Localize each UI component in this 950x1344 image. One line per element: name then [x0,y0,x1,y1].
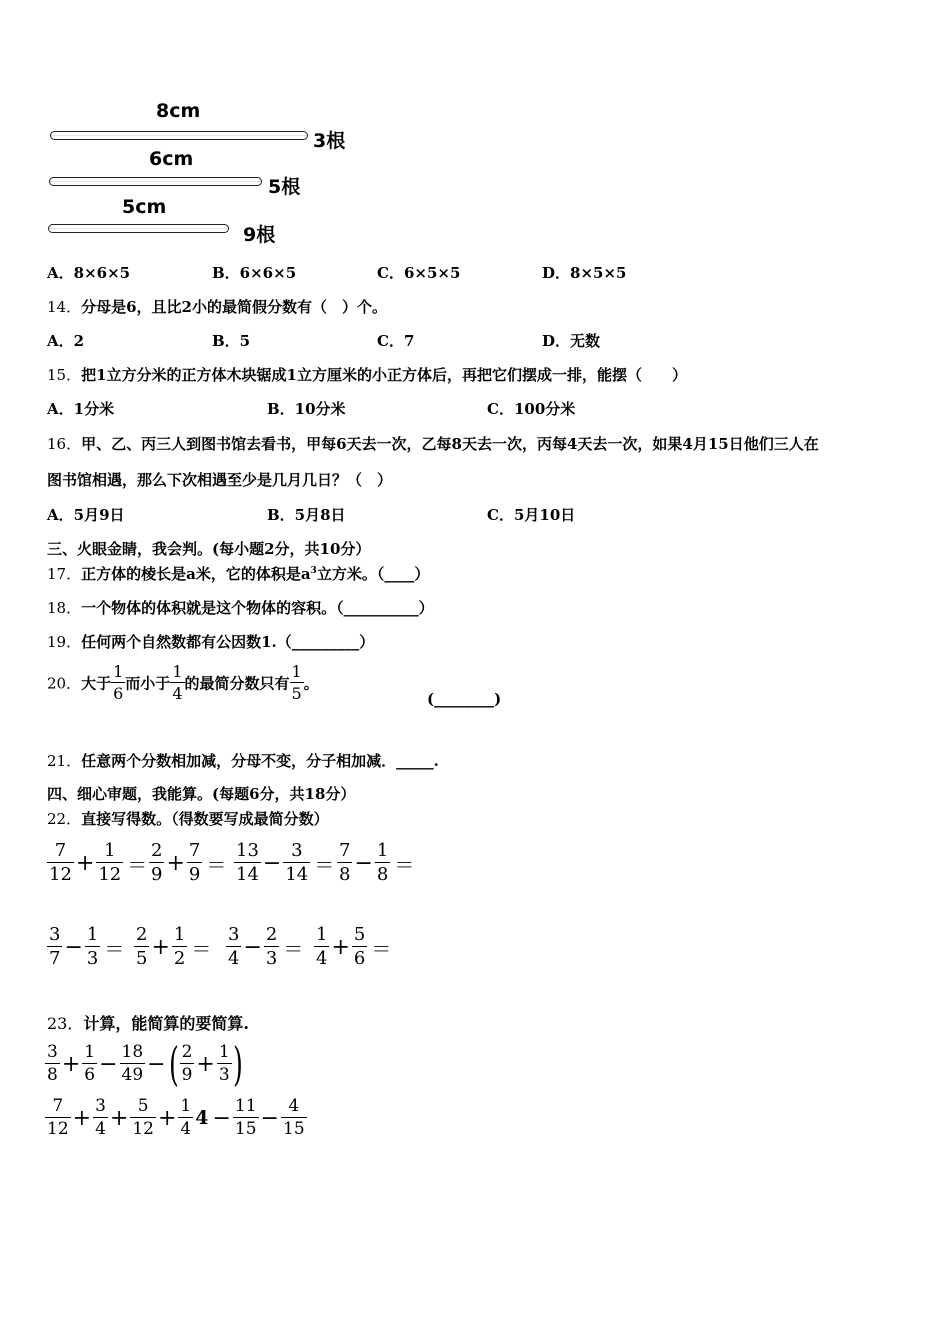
numerator: 18 [121,1042,144,1062]
q22-item-6[interactable] [134,926,211,968]
fraction [130,1098,156,1138]
denominator: 3 [86,948,99,969]
fraction [234,842,261,884]
numerator: 1 [84,1042,96,1062]
denominator: 8 [339,864,351,885]
numerator: 1 [86,924,99,945]
fraction [180,1044,195,1084]
q13-option-c[interactable]: C．6×5×5 [377,264,461,282]
fraction [47,842,74,884]
q16-question-line1 [47,433,819,454]
operator: − [262,850,282,876]
denominator: 12 [98,864,122,885]
fraction [352,926,367,968]
numerator: 13 [236,840,259,861]
right-parenthesis: ) [232,1037,243,1091]
numerator: 1 [180,1096,192,1116]
fraction [134,926,149,968]
denominator: 14 [236,864,259,885]
section-4-heading: 四、细心审题，我能算。(每题6分，共18分） [47,785,356,803]
q14-option-d[interactable]: D．无数 [542,332,601,350]
equals-sign: ＝ [104,936,125,961]
q23-number: 23． [47,1014,84,1033]
denominator: 12 [49,864,72,885]
fraction [45,1044,60,1084]
denominator: 8 [376,864,389,885]
fraction [217,1044,232,1084]
numerator: 2 [151,840,163,861]
q16-option-a[interactable]: A．5月9日 [47,506,125,524]
q19-question [47,631,374,652]
q17-superscript: 3 [310,566,317,576]
equals-sign: ＝ [283,936,304,961]
denominator: 15 [234,1119,257,1139]
denominator: 4 [180,1119,192,1139]
numerator: 7 [188,840,201,861]
rod-1-length-label: 8cm [156,100,201,122]
q19-number: 19． [47,633,82,651]
denominator: 4 [95,1119,106,1139]
q20-number: 20． [47,674,82,693]
fraction [375,842,390,884]
rod-3-count: 9根 [243,224,276,246]
denominator: 9 [188,864,201,885]
fraction [178,1098,193,1138]
numerator: 5 [353,924,366,945]
fraction [337,842,352,884]
q21-text: 任意两个分数相加减，分母不变，分子相加减．_____. [81,752,439,770]
fraction [281,1098,307,1138]
numerator: 4 [281,1098,307,1118]
operator: − [243,934,262,960]
denominator: 7 [49,948,61,969]
q19-text: 任何两个自然数都有公因数1.（_________） [81,633,375,651]
rod-2 [49,177,262,186]
denominator: 3 [218,1065,230,1085]
q20-f2-numerator: 1 [172,662,183,681]
denominator: 4 [316,948,328,969]
denominator: 4 [228,948,240,969]
q16-option-b[interactable]: B．5月8日 [267,506,346,524]
numerator: 5 [130,1098,156,1118]
left-parenthesis: ( [168,1037,179,1091]
q14-number: 14． [47,298,82,316]
q13-option-a[interactable]: A．8×6×5 [47,264,131,282]
rod-1-count: 3根 [313,130,346,152]
q22-item-4[interactable] [337,842,414,884]
q20-f1-denominator: 6 [113,684,124,703]
numerator: 1 [376,840,389,861]
fraction [45,1098,71,1138]
denominator: 9 [181,1065,193,1085]
denominator: 6 [353,948,366,969]
equals-sign: ＝ [191,936,212,961]
numerator: 7 [47,842,74,863]
operator: + [75,850,95,876]
operator: + [151,934,170,960]
operator: + [157,1105,177,1131]
q23-expression-1[interactable] [45,1037,244,1091]
q15-text: 把1立方分米的正方体木块锯成1立方厘米的小正方体后，再把它们摆成一排，能摆（ ） [81,366,687,384]
fraction [82,1044,97,1084]
q15-option-b[interactable]: B．10分米 [267,400,346,418]
q15-question [47,364,687,385]
q13-option-d[interactable]: D．8×5×5 [542,264,627,282]
fraction [226,926,241,968]
q18-question [47,597,434,618]
operator: + [61,1051,81,1077]
q16-text-1: 甲、乙、丙三人到图书馆去看书，甲每6天去一次，乙每8天去一次，丙每4天去一次，如果4月15日他们三人在 [81,435,819,453]
operator: + [196,1051,215,1077]
numerator: 3 [228,924,240,945]
operator: + [109,1105,129,1131]
q18-text: 一个物体的体积就是这个物体的容积。（__________） [81,599,434,617]
fraction [96,842,123,884]
numerator: 3 [95,1096,106,1116]
q21-number: 21． [47,752,82,770]
section-3-heading: 三、火眼金睛，我会判。(每小题2分，共10分） [47,540,371,558]
q20-text-4: 。 [303,674,319,693]
q21-question [47,750,439,771]
denominator: 12 [132,1119,154,1139]
q22-item-1[interactable] [47,842,147,884]
fraction [233,1098,259,1138]
denominator: 14 [285,864,309,885]
numerator: 1 [173,924,186,945]
numerator: 3 [47,1042,58,1062]
fraction [93,1098,108,1138]
denominator: 15 [283,1119,305,1139]
q22-item-7[interactable] [226,926,303,968]
rod-1 [50,131,308,140]
denominator: 49 [121,1065,144,1085]
q22-item-3[interactable] [234,842,334,884]
numerator: 2 [181,1042,193,1062]
fraction [264,926,279,968]
q15-number: 15． [47,366,82,384]
q17-number: 17． [47,565,82,583]
q14-text: 分母是6，且比2小的最简假分数有（ ）个。 [81,298,387,316]
operator: − [260,1105,279,1131]
q22-item-2[interactable] [149,842,226,884]
q23-expression-2[interactable] [45,1098,307,1138]
numerator: 2 [136,924,148,945]
equals-sign: ＝ [127,852,148,877]
q17-text-b: 立方米。（____） [316,565,430,583]
operator: + [166,850,185,876]
fraction [85,926,100,968]
q18-number: 18． [47,599,82,617]
q16-number: 16． [47,435,82,453]
rod-2-count: 5根 [268,176,301,198]
operator: + [72,1105,92,1131]
q22-question [47,808,329,829]
fraction [149,842,164,884]
operator: − [354,850,373,876]
q20-f1-numerator: 1 [113,662,124,681]
denominator: 5 [136,948,148,969]
operator: + [331,934,350,960]
q20-question [47,664,319,702]
q20-f2-denominator: 4 [172,684,183,703]
q20-f3-numerator: 1 [291,662,302,681]
numerator: 1 [316,924,328,945]
fraction [314,926,329,968]
q23-question [47,1011,249,1034]
fraction [120,1044,146,1084]
rod-3 [48,224,229,233]
q14-option-a[interactable]: A．2 [47,332,85,350]
equals-sign: ＝ [314,852,335,877]
numerator: 1 [218,1042,230,1062]
numerator: 1 [96,842,123,863]
q14-option-b[interactable]: B．5 [212,332,251,350]
denominator: 8 [47,1065,58,1085]
q20-answer-blank[interactable]: (________) [427,690,502,708]
numerator: 3 [49,924,61,945]
fraction [283,842,310,884]
q20-fraction-1 [111,664,125,702]
numerator: 7 [45,1098,71,1118]
denominator: 6 [84,1065,96,1085]
fraction [172,926,187,968]
rod-3-length-label: 5cm [122,196,167,218]
q15-option-a[interactable]: A．1分米 [47,400,115,418]
q22-item-5[interactable] [47,926,124,968]
q20-text-1: 大于 [81,674,112,693]
q23-text: 计算，能简算的要简算. [83,1014,249,1033]
q14-option-c[interactable]: C．7 [377,332,415,350]
equals-sign: ＝ [394,852,415,877]
q13-option-b[interactable]: B．6×6×5 [212,264,297,282]
q20-text-3: 的最简分数只有 [184,674,290,693]
q14-question [47,296,387,317]
denominator: 3 [265,948,278,969]
q17-question [47,563,429,584]
q20-text-2: 而小于 [125,674,171,693]
rod-2-length-label: 6cm [149,148,194,170]
operator: − [212,1105,231,1131]
q22-item-8[interactable] [314,926,391,968]
numerator: 2 [265,924,278,945]
numerator: 7 [339,840,351,861]
q20-f3-denominator: 5 [291,684,302,703]
q16-question-line2: 图书馆相遇，那么下次相遇至少是几月几日？（ ） [47,471,393,489]
denominator: 2 [173,948,186,969]
q16-option-c[interactable]: C．5月10日 [487,506,576,524]
fraction [47,926,62,968]
q22-text: 直接写得数。（得数要写成最简分数） [81,810,329,828]
q17-text-a: 正方体的棱长是a米，它的体积是a [81,565,311,583]
operator: − [99,1051,118,1077]
equals-sign: ＝ [206,852,227,877]
numerator: 3 [283,842,310,863]
operator: − [147,1051,166,1077]
q22-number: 22． [47,810,82,828]
numerator: 11 [234,1096,257,1116]
q15-option-c[interactable]: C．100分米 [487,400,576,418]
integer-term: 4 [195,1107,209,1129]
operator: − [64,934,83,960]
denominator: 9 [151,864,163,885]
equals-sign: ＝ [371,936,392,961]
q20-fraction-3 [290,664,304,702]
denominator: 12 [47,1119,69,1139]
fraction [187,842,202,884]
q20-fraction-2 [170,664,184,702]
